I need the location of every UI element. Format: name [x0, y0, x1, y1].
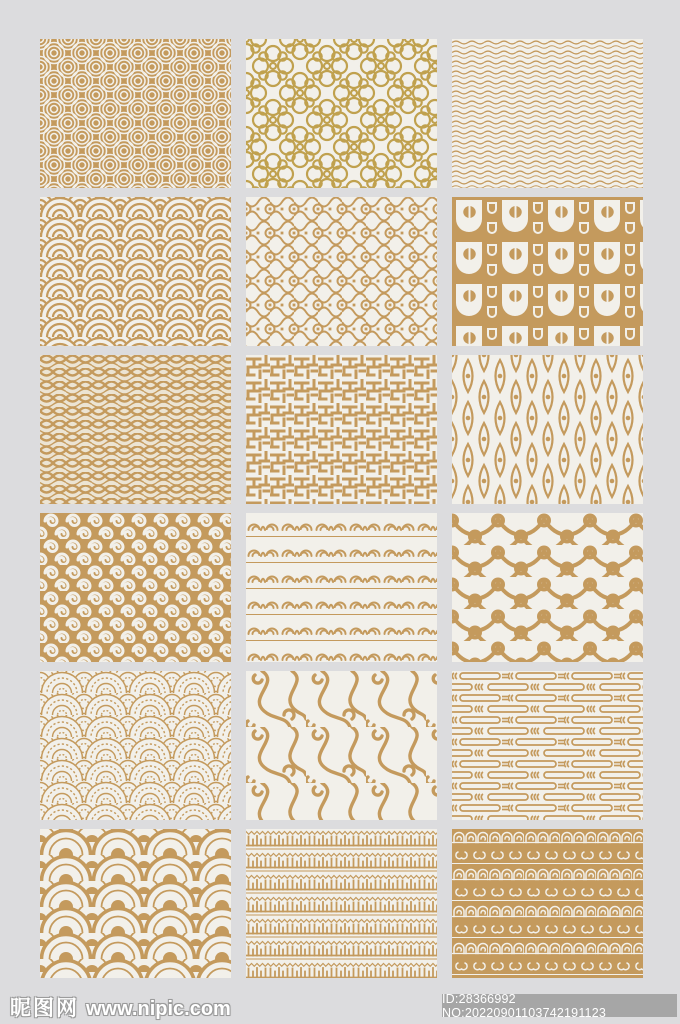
pattern-tile-key-fret-maze	[246, 355, 437, 504]
image-id-badge: ID:28366992 NO:20220901103742191123	[442, 994, 677, 1017]
pattern-tile-mountain-fret-rows	[246, 829, 437, 978]
pattern-tile-plum-blossom-medallion	[246, 39, 437, 188]
pattern-tile-lace-scroll-bands	[452, 829, 643, 978]
pattern-tile-interlocking-coin-rings	[40, 39, 231, 188]
pattern-tile-water-wave-lines	[452, 39, 643, 188]
pattern-tile-flowing-cloud-swirls	[246, 671, 437, 820]
pattern-tile-shield-leaf-columns	[452, 197, 643, 346]
pattern-tile-fish-scale-arches	[40, 829, 231, 978]
pattern-tile-linked-rings-chain	[246, 197, 437, 346]
watermark-bar	[0, 978, 680, 1024]
pattern-tile-woven-ripple-braid	[40, 355, 231, 504]
pattern-tile-reed-line-strokes	[452, 671, 643, 820]
pattern-sheet-grid	[40, 39, 643, 978]
nipic-logo-text: 昵图网	[10, 997, 79, 1020]
pattern-tile-seigaiha-fan-waves	[40, 197, 231, 346]
nipic-logo	[10, 992, 231, 1022]
pattern-tile-cloud-scroll-bands	[246, 513, 437, 662]
pattern-tile-ogee-diamond-chain	[452, 355, 643, 504]
pattern-tile-dotted-seigaiha	[40, 671, 231, 820]
pattern-tile-arc-loop-net	[452, 513, 643, 662]
pattern-tile-spiral-curl-field	[40, 513, 231, 662]
nipic-site-url: www.nipic.com	[86, 998, 231, 1020]
